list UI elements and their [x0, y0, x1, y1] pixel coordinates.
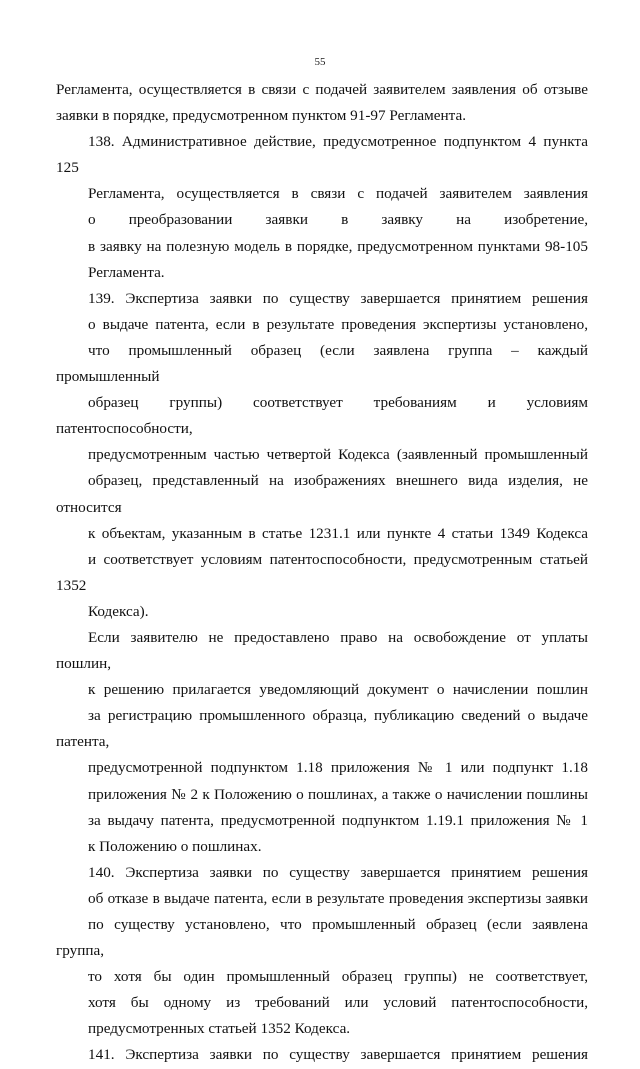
text-line: Регламента. — [88, 263, 165, 281]
text-line: о преобразовании заявки в заявку на изобретение, — [88, 211, 588, 229]
text-line: предусмотренным частью четвертой Кодекса (заявленный промышленный — [88, 446, 588, 464]
text-line: к объектам, указанным в статье 1231.1 или пункте 4 статьи 1349 Кодекса — [88, 524, 588, 542]
text-line: предусмотренных статьей 1352 Кодекса. — [88, 1020, 351, 1038]
text-line: предусмотренной подпунктом 1.18 приложения № 1 или подпункт 1.18 — [88, 759, 588, 777]
text-line: об отказе в выдаче патента, если в результате проведения экспертизы заявки — [88, 889, 588, 907]
text-line: то хотя бы один промышленный образец группы) не соответствует, — [88, 968, 588, 986]
text-line: и соответствует условиям патентоспособности, предусмотренным статьей 1352 — [56, 550, 588, 594]
text-line: о выдаче патента, если в результате проведения экспертизы установлено, — [88, 315, 588, 333]
text-line: хотя бы одному из требований или условий патентоспособности, — [88, 994, 588, 1012]
text-line: к решению прилагается уведомляющий документ о начислении пошлин — [88, 681, 588, 699]
text-line: 138. Административное действие, предусмотренное подпунктом 4 пункта 125 — [56, 133, 588, 177]
text-line: заявки в порядке, предусмотренном пунктом 91-97 Регламента. — [56, 107, 466, 125]
text-line: Кодекса). — [88, 602, 149, 620]
page-number: 55 — [314, 56, 326, 68]
text-line: 140. Экспертиза заявки по существу завершается принятием решения — [88, 863, 588, 881]
text-line: за регистрацию промышленного образца, публикацию сведений о выдаче патента, — [56, 707, 588, 751]
paragraph — [56, 129, 588, 286]
text-line: Регламента, осуществляется в связи с подачей заявителем заявления — [88, 185, 588, 203]
text-line: за выдачу патента, предусмотренной подпунктом 1.19.1 приложения № 1 — [88, 811, 588, 829]
page-content — [56, 77, 588, 1069]
text-line: образец группы) соответствует требованиям и условиям патентоспособности, — [56, 394, 588, 438]
text-line: в заявку на полезную модель в порядке, предусмотренном пунктами 98-105 — [88, 237, 588, 255]
text-line: 139. Экспертиза заявки по существу завершается принятием решения — [88, 289, 588, 307]
text-line: к Положению о пошлинах. — [88, 837, 262, 855]
text-line: приложения № 2 к Положению о пошлинах, а также о начислении пошлины — [88, 785, 588, 803]
text-line: Если заявителю не предоставлено право на освобождение от уплаты пошлин, — [56, 628, 588, 673]
paragraph — [56, 625, 588, 860]
paragraph — [56, 860, 588, 1043]
text-line: образец, представленный на изображениях внешнего вида изделия, не относится — [56, 472, 588, 516]
text-line: по существу установлено, что промышленный образец (если заявлена группа, — [56, 916, 588, 960]
paragraph — [56, 1042, 588, 1068]
text-line: что промышленный образец (если заявлена группа – каждый промышленный — [56, 341, 588, 386]
paragraph — [56, 286, 588, 625]
text-line: 141. Экспертиза заявки по существу завершается принятием решения — [88, 1046, 588, 1064]
text-line: Регламента, осуществляется в связи с подачей заявителем заявления об отзыве — [56, 81, 588, 98]
paragraph — [56, 77, 588, 129]
